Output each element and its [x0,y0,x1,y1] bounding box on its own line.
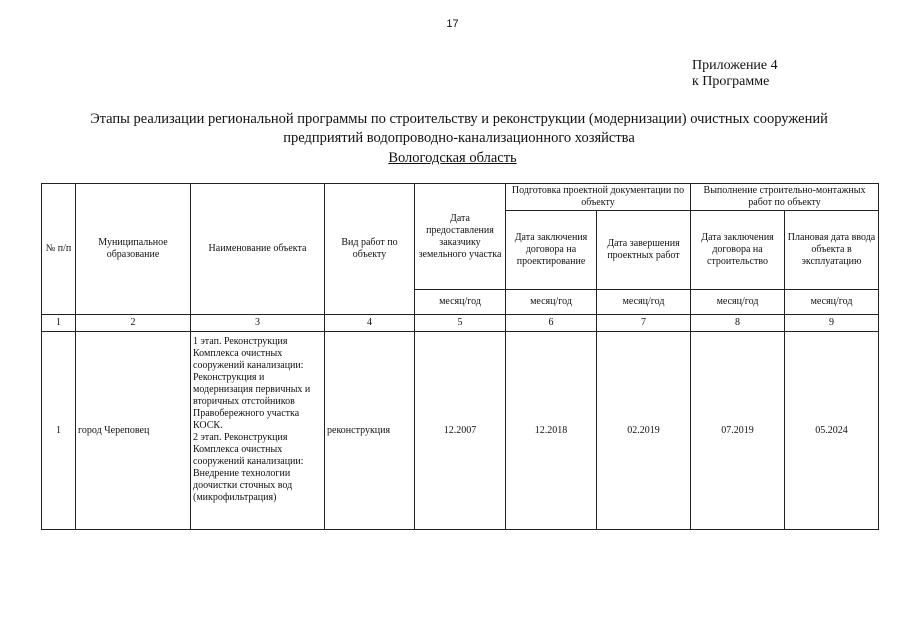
header-build-group: Выполнение строительно-монтажных работ по объекту [691,184,879,211]
row-build-contract: 07.2019 [691,332,785,530]
column-number: 7 [597,315,691,332]
appendix-line-1: Приложение 4 [692,58,778,73]
object-line: Правобережного участка [193,408,300,419]
header-land-date: Дата предоставления заказчику земельного участка [415,184,506,290]
object-line: 2 этап. Реконструкция [193,432,288,443]
column-number: 8 [691,315,785,332]
header-object-name: Наименование объекта [191,184,325,315]
unit-commission: месяц/год [785,290,879,315]
row-object-name [191,332,325,530]
header-design-end: Дата завершения проектных работ [597,211,691,290]
object-line: (микрофильтрация) [193,492,277,503]
row-work-type: реконструкция [325,332,415,530]
header-design-group: Подготовка проектной документации по объекту [506,184,691,211]
column-number: 1 [42,315,76,332]
object-line: Внедрение технологии [193,468,291,479]
row-land-date: 12.2007 [415,332,506,530]
document-title [40,110,878,148]
object-line: Комплекса очистных [193,444,283,455]
object-line: сооружений канализации: [193,360,304,371]
appendix-line-2: к Программе [692,74,770,89]
header-num: № п/п [42,184,76,315]
column-number: 3 [191,315,325,332]
row-design-contract: 12.2018 [506,332,597,530]
unit-design-end: месяц/год [597,290,691,315]
unit-build-contract: месяц/год [691,290,785,315]
column-number: 2 [76,315,191,332]
appendix-note [692,58,778,90]
object-line: сооружений канализации: [193,456,304,467]
object-line: вторичных отстойников [193,396,295,407]
header-build-contract: Дата заключения договора на строительство [691,211,785,290]
object-line: 1 этап. Реконструкция [193,336,288,347]
row-design-end: 02.2019 [597,332,691,530]
object-line: Комплекса очистных [193,348,283,359]
column-number-row [42,315,879,332]
unit-land-date: месяц/год [415,290,506,315]
header-municipality: Муниципальное образование [76,184,191,315]
region-name: Вологодская область [388,150,517,166]
column-number: 9 [785,315,879,332]
object-line: Реконструкция и [193,372,265,383]
object-line: модернизация первичных и [193,384,311,395]
stages-table [41,183,879,530]
column-number: 5 [415,315,506,332]
object-line: КОСК. [193,420,223,431]
header-design-contract: Дата заключения договора на проектирование [506,211,597,290]
header-commission: Плановая дата ввода объекта в эксплуатацию [785,211,879,290]
row-municipality: город Череповец [76,332,191,530]
title-line-2: предприятий водопроводно-канализационного хозяйства [283,130,635,146]
row-num: 1 [42,332,76,530]
column-number: 4 [325,315,415,332]
row-commission: 05.2024 [785,332,879,530]
object-line: доочистки сточных вод [193,480,293,491]
page-number: 17 [446,18,459,30]
title-line-1: Этапы реализации региональной программы по строительству и реконструкции (модернизации) очистных сооружений [90,111,828,127]
column-number: 6 [506,315,597,332]
header-work-type: Вид работ по объекту [325,184,415,315]
unit-design-contract: месяц/год [506,290,597,315]
table-row [42,332,879,530]
